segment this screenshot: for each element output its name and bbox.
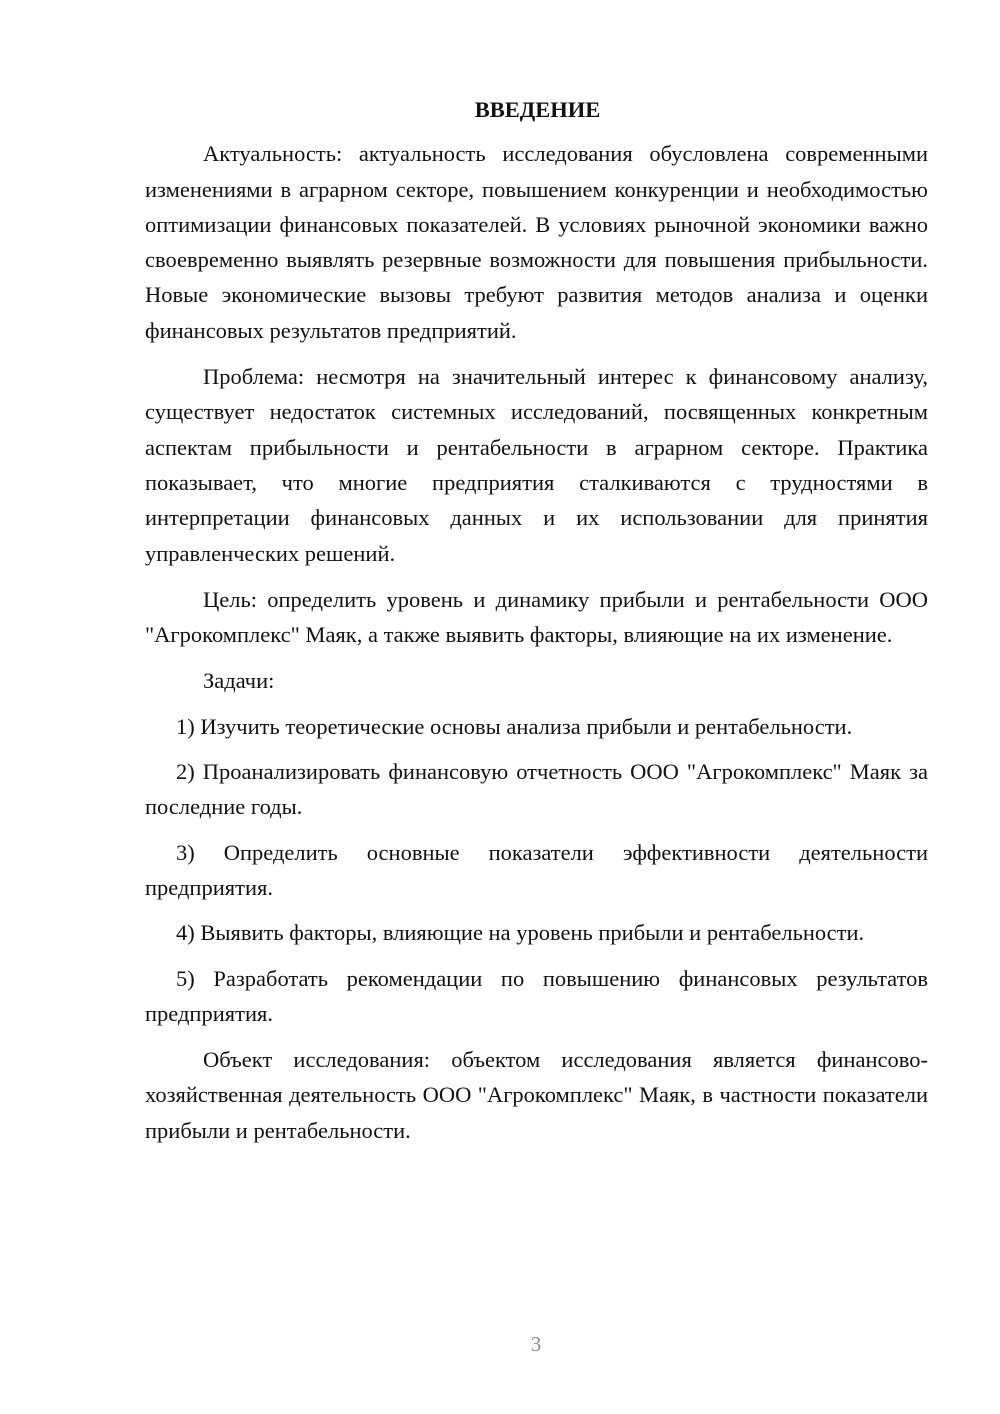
tasks-heading: Задачи:: [203, 668, 275, 694]
paragraph-goal: Цель: определить уровень и динамику прибыли и рентабельности ООО "Агрокомплекс" Маяк, а также выявить факторы, влияющие на их изменение.: [145, 586, 928, 648]
task-item-1: 1) Изучить теоретические основы анализа прибыли и рентабельности.: [176, 713, 853, 739]
task-item-4: 4) Выявить факторы, влияющие на уровень прибыли и рентабельности.: [176, 920, 865, 946]
task-item-2: 2) Проанализировать финансовую отчетность ООО "Агрокомплекс" Маяк за последние годы.: [145, 759, 928, 820]
paragraph-problem: Проблема: несмотря на значительный интерес к финансовому анализу, существует недостаток системных исследований, посвященных конкретным аспектам прибыльности и рентабельности в аграрном секторе. Практика показывает, что многие предприятия сталкиваются с трудностями в интерпретации финансовых данных и их использовании для принятия управленческих решений.: [145, 364, 928, 566]
page-body: [145, 92, 928, 1148]
section-title: ВВЕДЕНИЕ: [474, 97, 601, 122]
task-item-5: 5) Разработать рекомендации по повышению финансовых результатов предприятия.: [145, 965, 928, 1026]
task-item-3: 3) Определить основные показатели эффективности деятельности предприятия.: [145, 839, 928, 900]
page-number: 3: [530, 1332, 542, 1356]
paragraph-object: Объект исследования: объектом исследования является финансово-хозяйственная деятельность ООО "Агрокомплекс" Маяк, в частности показатели прибыли и рентабельности.: [145, 1047, 928, 1143]
paragraph-relevance: Актуальность: актуальность исследования обусловлена современными изменениями в аграрном секторе, повышением конкуренции и необходимостью оптимизации финансовых показателей. В условиях рыночной экономики важно своевременно выявлять резервные возможности для повышения прибыльности. Новые экономические вызовы требуют развития методов анализа и оценки финансовых результатов предприятий.: [145, 141, 928, 343]
